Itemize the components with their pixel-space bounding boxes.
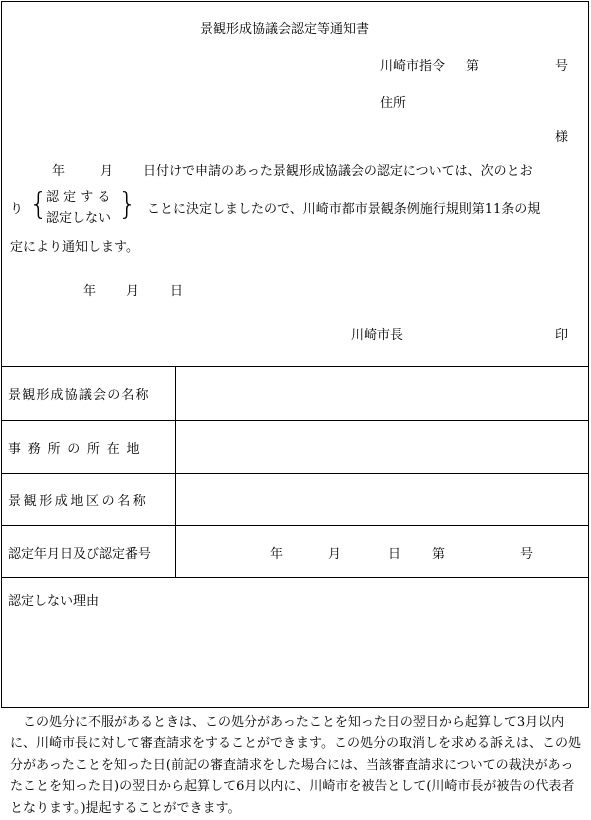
option-reject: 認定しない: [46, 211, 112, 226]
recipient-sama: 様: [555, 130, 569, 145]
mayor-label: 川崎市長: [351, 328, 404, 343]
cert-day: 日: [388, 547, 402, 562]
body-line-2: ことに決定しましたので、川崎市都市景観条例施行規則第11条の規: [147, 202, 541, 217]
cert-go: 号: [520, 547, 534, 562]
body-line-2-ri: り: [10, 202, 24, 217]
left-brace-icon: {: [29, 187, 49, 222]
body-line-3: 定により通知します。: [10, 240, 139, 255]
issue-month: 月: [126, 284, 140, 299]
seal-mark: 印: [555, 328, 569, 343]
document-title: 景観形成協議会認定等通知書: [200, 22, 370, 37]
cert-dai: 第: [432, 547, 446, 562]
address-label: 住所: [380, 96, 407, 111]
appeal-notice: この処分に不服があるときは、この処分があったことを知った日の翌日から起算して3月以内に、川崎市長に対して審査請求をすることができます。この処分の取消しを求める訴えは、この処分があったことを知った日(前記の審査請求をした場合には、当該審査請求についての裁決があったことを知った日)の翌日から起算して6月以内に、川崎市を被告として(川崎市長が被告の代表者となります。)提起することができます。: [10, 715, 581, 816]
decision-options: [46, 187, 111, 229]
row-association-name-label: 景観形成協議会の名称: [8, 388, 150, 403]
right-brace-icon: }: [118, 187, 138, 222]
table-column-divider: [175, 366, 176, 577]
cert-year: 年: [270, 547, 284, 562]
document-number-dai: 第: [466, 59, 480, 74]
application-year: 年: [52, 164, 66, 179]
document-number-prefix: 川崎市指令: [380, 59, 446, 74]
row-certification-date-number-label: 認定年月日及び認定番号: [8, 547, 152, 562]
table-top-border: [1, 366, 589, 367]
application-month: 月: [100, 164, 114, 179]
rejection-reason-label: 認定しない理由: [8, 594, 100, 609]
cert-month: 月: [328, 547, 342, 562]
body-line-1: 日付けで申請のあった景観形成協議会の認定については、次のとお: [143, 164, 533, 179]
table-row-divider: [1, 525, 589, 526]
row-district-name-label: 景観形成地区の名称: [8, 494, 149, 509]
issue-year: 年: [83, 284, 97, 299]
table-row-divider: [1, 577, 589, 578]
option-approve: 認 定 す る: [46, 190, 111, 205]
table-row-divider: [1, 420, 589, 421]
issue-day: 日: [170, 284, 184, 299]
table-row-divider: [1, 473, 589, 474]
row-office-location-label: 事務所の所在地: [8, 442, 147, 457]
document-number-go: 号: [555, 59, 569, 74]
